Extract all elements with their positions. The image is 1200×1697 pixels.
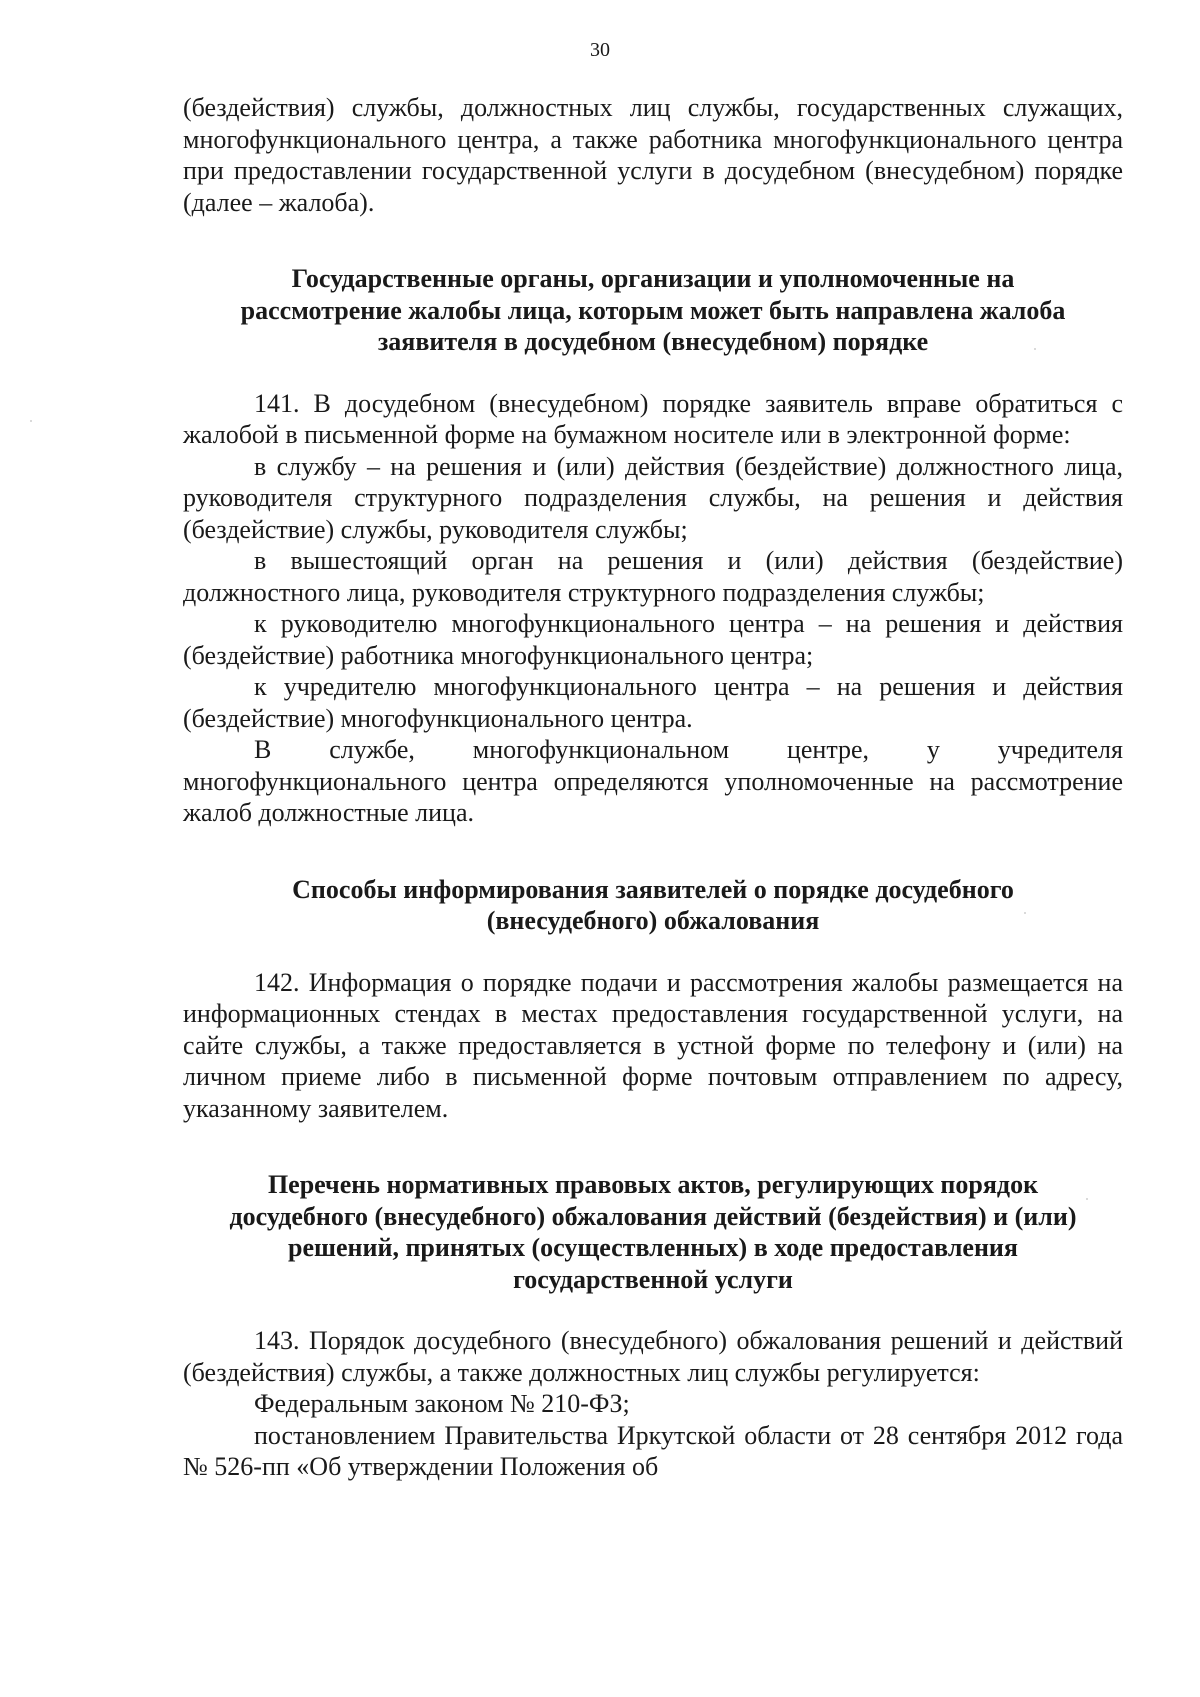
paragraph-resolution: постановлением Правительства Иркутской области от 28 сентября 2012 года № 526-пп «Об утверждении Положения об [183,1420,1123,1481]
section-body-legal-acts [183,1325,1123,1483]
paragraph-142: 142. Информация о порядке подачи и рассмотрения жалобы размещается на информационных стендах в местах предоставления государственной услуги, на сайте службы, а также предоставляется в устной форме по телефону и (или) на личном приеме либо в письменной форме почтовым отправлением по адресу, указанному заявителем. [183,967,1123,1123]
heading-line: Государственные органы, организации и уполномоченные на [291,264,1015,293]
heading-line: рассмотрение жалобы лица, которым может быть направлена жалоба [240,295,1066,325]
scan-speck [1024,912,1026,914]
paragraph-authorized-officials: В службе, многофункциональном центре, у учредителя многофункционального центра определяются уполномоченные на рассмотрение жалоб должностные лица. [183,735,1123,827]
scan-speck [30,420,32,422]
heading-line: (внесудебного) обжалования [486,906,820,935]
paragraph-higher-body: в вышестоящий орган на решения и (или) действия (бездействие) должностного лица, руководителя структурного подразделения службы; [183,546,1123,607]
heading-line: заявителя в досудебном (внесудебном) порядке [377,327,929,356]
heading-line: решений, принятых (осуществленных) в ходе предоставления [288,1233,1018,1262]
paragraph-mfc-founder: к учредителю многофункционального центра – на решения и действия (бездействие) многофункционального центра. [183,672,1123,733]
paragraph-141: 141. В досудебном (внесудебном) порядке заявитель вправе обратиться с жалобой в письменной форме на бумажном носителе или в электронной форме: [183,388,1123,449]
scan-speck [1034,348,1036,350]
paragraph-service: в службу – на решения и (или) действия (бездействие) должностного лица, руководителя структурного подразделения службы, на решения и действия (бездействие) службы, руководителя службы; [183,451,1123,544]
document-body [183,92,1123,1483]
paragraph-federal-law: Федеральным законом № 210-ФЗ; [254,1389,630,1418]
paragraph-143: 143. Порядок досудебного (внесудебного) обжалования решений и действий (бездействия) службы, а также должностных лиц службы регулируется: [183,1326,1123,1387]
heading-line: Перечень нормативных правовых актов, регулирующих порядок [267,1170,1039,1199]
section-heading-informing-methods [183,874,1123,937]
heading-line: досудебного (внесудебного) обжалования действий (бездействия) и (или) [229,1201,1077,1231]
page-number: 30 [590,39,610,61]
section-heading-complaint-bodies [183,263,1123,358]
heading-line: государственной услуги [513,1264,793,1294]
scan-speck [1086,1198,1088,1200]
section-body-informing-methods [183,967,1123,1125]
section-heading-legal-acts [183,1169,1123,1295]
paragraph-mfc-head: к руководителю многофункционального центра – на решения и действия (бездействие) работника многофункционального центра; [183,609,1123,670]
section-body-complaint-bodies [183,388,1123,829]
heading-line: Способы информирования заявителей о порядке досудебного [292,874,1014,904]
intro-paragraph: (бездействия) службы, должностных лиц службы, государственных служащих, многофункционального центра, а также работника многофункционального центра при предоставлении государственной услуги в досудебном (внесудебном) порядке (далее – жалоба). [183,93,1123,217]
